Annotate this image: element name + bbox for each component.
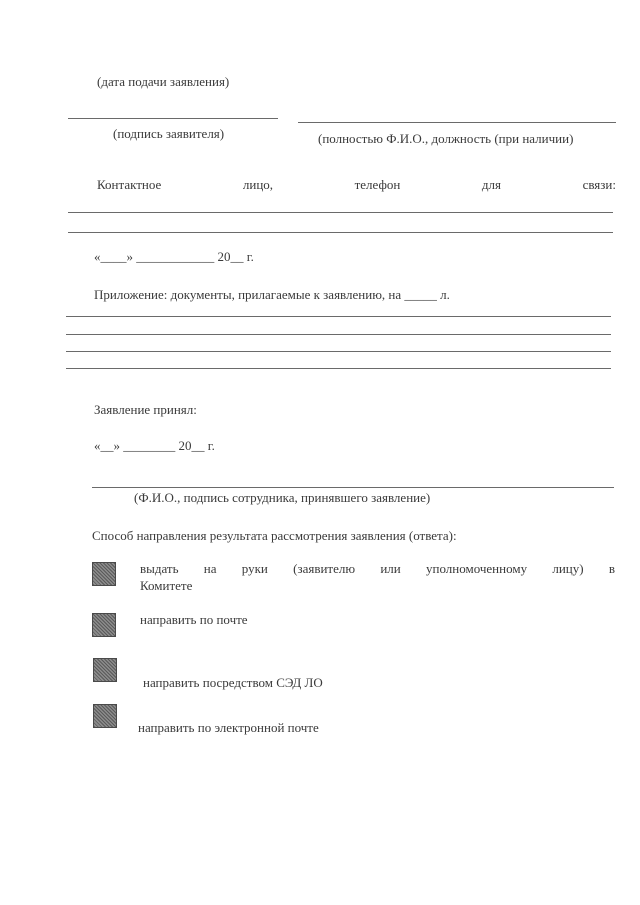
attachments-text: Приложение: документы, прилагаемые к заявлению, на _____ л.	[94, 287, 450, 302]
applicant-signature-line[interactable]	[68, 118, 278, 119]
delivery-method-label: Способ направления результата рассмотрения заявления (ответа):	[92, 528, 457, 543]
option-by-mail-label: направить по почте	[140, 612, 248, 627]
contact-line-1[interactable]	[68, 212, 613, 213]
option-in-person-checkbox[interactable]	[92, 562, 116, 586]
option-word: лицу)	[552, 561, 584, 576]
attachments-line-1[interactable]	[66, 316, 611, 317]
contact-word: телефон	[354, 177, 401, 192]
applicant-name-label: (полностью Ф.И.О., должность (при наличии)	[318, 131, 574, 146]
option-word: на	[203, 561, 217, 576]
attachments-line-3[interactable]	[66, 351, 611, 352]
applicant-signature-label: (подпись заявителя)	[113, 126, 225, 141]
option-via-sed-checkbox[interactable]	[93, 658, 117, 682]
option-by-mail-checkbox[interactable]	[92, 613, 116, 637]
option-word: в	[608, 561, 615, 576]
contact-word: для	[481, 177, 501, 192]
contact-person-row	[97, 177, 616, 193]
contact-word: связи:	[582, 177, 616, 192]
option-word: уполномоченному	[426, 561, 528, 576]
option-by-email-label: направить по электронной почте	[138, 720, 319, 735]
contact-word: Контактное	[97, 177, 162, 192]
accepted-label: Заявление принял:	[94, 402, 197, 417]
attachments-line-2[interactable]	[66, 334, 611, 335]
option-word: руки	[241, 561, 268, 576]
application-date-line: «____» ____________ 20__ г.	[94, 249, 254, 264]
employee-label: (Ф.И.О., подпись сотрудника, принявшего заявление)	[134, 490, 431, 505]
contact-line-2[interactable]	[68, 232, 613, 233]
employee-signature-line[interactable]	[92, 487, 614, 488]
option-word: (заявителю	[293, 561, 356, 576]
option-via-sed-label: направить посредством СЭД ЛО	[143, 675, 323, 690]
submission-date-label: (дата подачи заявления)	[97, 74, 230, 89]
option-word: выдать	[140, 561, 179, 576]
applicant-name-line[interactable]	[298, 122, 616, 123]
accepted-date-line: «__» ________ 20__ г.	[94, 438, 215, 453]
option-by-email-checkbox[interactable]	[93, 704, 117, 728]
contact-word: лицо,	[242, 177, 274, 192]
option-word: или	[380, 561, 401, 576]
attachments-line-4[interactable]	[66, 368, 611, 369]
option-in-person-text	[140, 560, 615, 577]
option-in-person-line2: Комитете	[140, 578, 193, 593]
